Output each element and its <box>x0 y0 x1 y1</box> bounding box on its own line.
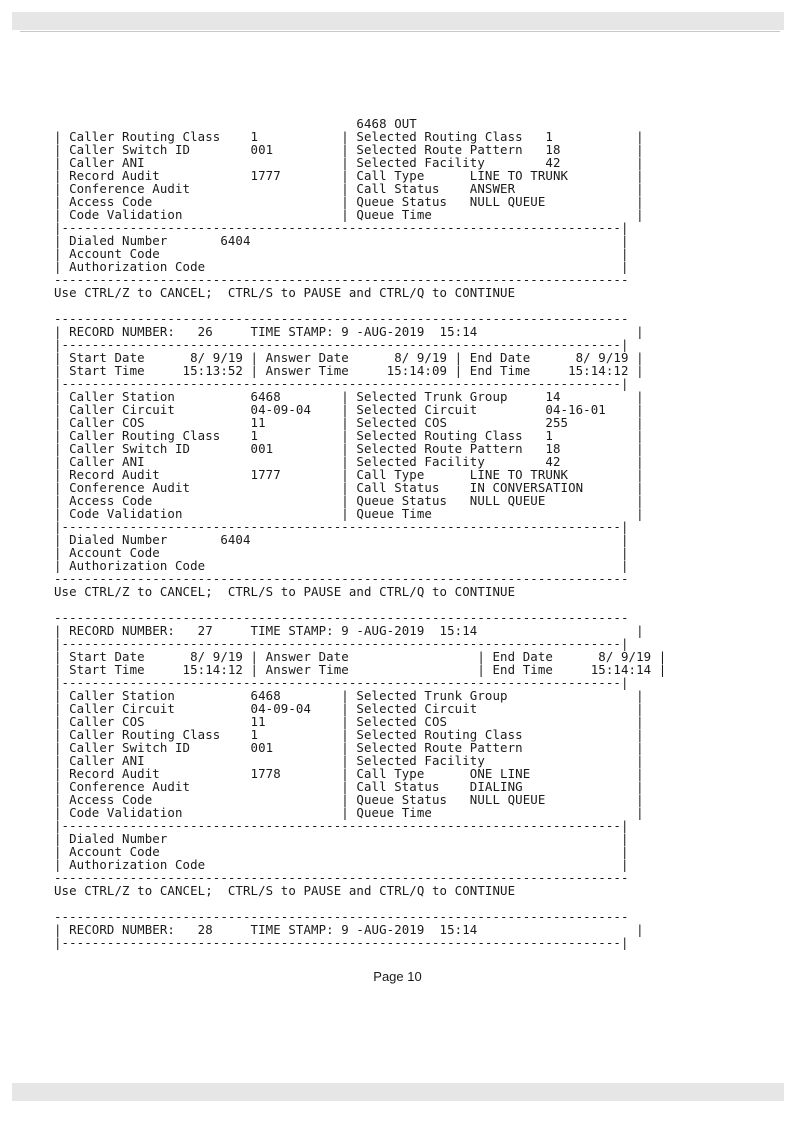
printout-line: | Conference Audit | Call Status DIALING | <box>54 779 644 794</box>
printout-line: | Start Date 8/ 9/19 | Answer Date 8/ 9/19 | End Date 8/ 9/19 | <box>54 350 644 365</box>
printout-line: | Dialed Number | <box>54 831 629 846</box>
scan-bottom-band <box>12 1083 784 1101</box>
call-record-printout <box>54 117 666 949</box>
printout-line: | Caller Routing Class 1 | Selected Routing Class | <box>54 727 644 742</box>
printout-line: ---------------------------------------------------------------------------- <box>54 311 629 326</box>
printout-line: Use CTRL/Z to CANCEL; CTRL/S to PAUSE and CTRL/Q to CONTINUE <box>54 584 516 599</box>
printout-line: | Caller ANI | Selected Facility 42 | <box>54 454 644 469</box>
printout-line: Use CTRL/Z to CANCEL; CTRL/S to PAUSE and CTRL/Q to CONTINUE <box>54 285 516 300</box>
printout-line: | Authorization Code | <box>54 259 629 274</box>
printout-line: | Caller Station 6468 | Selected Trunk Group | <box>54 688 644 703</box>
printout-line: | Caller Switch ID 001 | Selected Route Pattern 18 | <box>54 142 644 157</box>
printout-line: |--------------------------------------------------------------------------| <box>54 220 629 235</box>
printout-line: | Dialed Number 6404 | <box>54 532 629 547</box>
printout-line: |--------------------------------------------------------------------------| <box>54 675 629 690</box>
printout-line: | Caller Routing Class 1 | Selected Routing Class 1 | <box>54 129 644 144</box>
printout-line: | Caller Switch ID 001 | Selected Route Pattern | <box>54 740 644 755</box>
printout-line: ---------------------------------------------------------------------------- <box>54 272 629 287</box>
printout-line: ---------------------------------------------------------------------------- <box>54 571 629 586</box>
printout-line: | Authorization Code | <box>54 558 629 573</box>
scan-top-band <box>12 12 784 30</box>
printout-line: | Caller Routing Class 1 | Selected Routing Class 1 | <box>54 428 644 443</box>
printout-line: | Access Code | Queue Status NULL QUEUE | <box>54 792 644 807</box>
printout-line: ---------------------------------------------------------------------------- <box>54 610 629 625</box>
printout-line: | Account Code | <box>54 545 629 560</box>
printout-line: | Caller Circuit 04-09-04 | Selected Circuit | <box>54 701 644 716</box>
printout-line: | Start Time 15:13:52 | Answer Time 15:14:09 | End Time 15:14:12 | <box>54 363 644 378</box>
printout-line: | Caller Switch ID 001 | Selected Route Pattern 18 | <box>54 441 644 456</box>
printout-line: | Conference Audit | Call Status IN CONVERSATION | <box>54 480 644 495</box>
printout-line: | Conference Audit | Call Status ANSWER | <box>54 181 644 196</box>
scan-edge-line <box>20 31 780 32</box>
printout-line: |--------------------------------------------------------------------------| <box>54 519 629 534</box>
printout-line: | Code Validation | Queue Time | <box>54 207 644 222</box>
printout-line: 6468 OUT <box>54 116 417 131</box>
printout-line: |--------------------------------------------------------------------------| <box>54 376 629 391</box>
printout-line: | RECORD NUMBER: 28 TIME STAMP: 9 -AUG-2019 15:14 | <box>54 922 644 937</box>
printout-line: | Caller ANI | Selected Facility | <box>54 753 644 768</box>
printout-line: | Caller Circuit 04-09-04 | Selected Circuit 04-16-01 | <box>54 402 644 417</box>
printout-line: | Caller COS 11 | Selected COS | <box>54 714 644 729</box>
printout-line: | Account Code | <box>54 246 629 261</box>
printout-line: ---------------------------------------------------------------------------- <box>54 909 629 924</box>
printout-line: | Record Audit 1778 | Call Type ONE LINE | <box>54 766 644 781</box>
printout-line: |--------------------------------------------------------------------------| <box>54 935 629 950</box>
printout-line: | Access Code | Queue Status NULL QUEUE | <box>54 194 644 209</box>
printout-line: | Caller COS 11 | Selected COS 255 | <box>54 415 644 430</box>
printout-line: | Dialed Number 6404 | <box>54 233 629 248</box>
printout-line: |--------------------------------------------------------------------------| <box>54 337 629 352</box>
printout-line: | RECORD NUMBER: 27 TIME STAMP: 9 -AUG-2019 15:14 | <box>54 623 644 638</box>
printout-line: | Access Code | Queue Status NULL QUEUE | <box>54 493 644 508</box>
printout-line: | Record Audit 1777 | Call Type LINE TO TRUNK | <box>54 168 644 183</box>
printout-line: | RECORD NUMBER: 26 TIME STAMP: 9 -AUG-2019 15:14 | <box>54 324 644 339</box>
page-number: Page 10 <box>373 969 422 984</box>
printout-line: | Start Date 8/ 9/19 | Answer Date | End Date 8/ 9/19 | <box>54 649 667 664</box>
printout-line: | Start Time 15:14:12 | Answer Time | End Time 15:14:14 | <box>54 662 667 677</box>
printout-line: | Code Validation | Queue Time | <box>54 506 644 521</box>
printout-line: Use CTRL/Z to CANCEL; CTRL/S to PAUSE and CTRL/Q to CONTINUE <box>54 883 516 898</box>
printout-line: |--------------------------------------------------------------------------| <box>54 818 629 833</box>
printout-line: | Account Code | <box>54 844 629 859</box>
printout-line: |--------------------------------------------------------------------------| <box>54 636 629 651</box>
printout-line: | Authorization Code | <box>54 857 629 872</box>
printout-line: | Caller Station 6468 | Selected Trunk Group 14 | <box>54 389 644 404</box>
printout-line: ---------------------------------------------------------------------------- <box>54 870 629 885</box>
printout-line: | Code Validation | Queue Time | <box>54 805 644 820</box>
printout-line: | Caller ANI | Selected Facility 42 | <box>54 155 644 170</box>
printout-line: | Record Audit 1777 | Call Type LINE TO TRUNK | <box>54 467 644 482</box>
